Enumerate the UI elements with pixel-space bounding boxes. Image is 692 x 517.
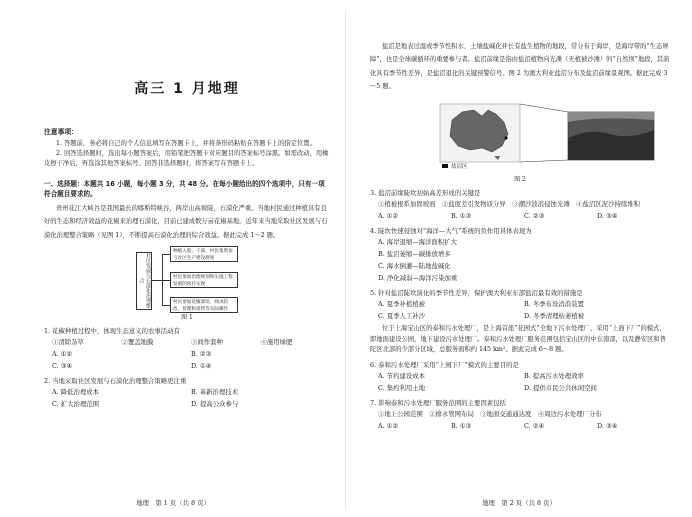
q7-item: ①地上公园范围 <box>378 409 423 418</box>
question-7-stem: 7. 影响泰和污水处理厂服务范围的主要因素包括 <box>370 398 506 407</box>
question-4-stem: 4. 陡坎快速侵蚀对“海洋—大气”系统的负作用具体表现为 <box>370 227 532 236</box>
q3-item: ④盐沼区泥沙持续堆积 <box>576 200 641 209</box>
q7-option-d: D. ③④ <box>597 421 618 430</box>
q1-item: ①清除杂草 <box>52 337 84 346</box>
q3-option-d: D. ③④ <box>597 212 618 221</box>
connector-line <box>152 280 162 281</box>
q6-option-c: C. 集约利用土地 <box>378 383 426 392</box>
passage-3: 位于上海宝山区的泰和污水处理厂，是上海首座“花园式”全地下污水处理厂，采用“上面下厂”的模式，即地面建设公园，地下建设污水处理厂。泰和污水处理厂服务范围包括宝山区的中东南部，以及静安区和普陀区北部的少部分区域，总服务面积约 145 km²。据此完成 6～8 题。 <box>370 325 666 354</box>
q3-item: ②盐度差引发物质分异 <box>441 200 506 209</box>
q7-item: ②排水管网布局 <box>429 409 474 418</box>
q4-option-b: B. 盐沼萎缩—碳排放增多 <box>378 250 451 259</box>
photo-vegetation <box>568 130 654 160</box>
figure-2 <box>370 98 670 174</box>
q6-option-a: A. 节约建设成本 <box>378 371 426 380</box>
figure-1-box-2: 村民参加治理规划和实施工程发展的项目实现 <box>170 272 238 288</box>
question-1-options-row-1 <box>44 348 330 360</box>
notice-item-1: 1. 答题前，务必将自己的个人信息填写在答题卡上，并将条形码粘贴在答题卡上的指定位置。 <box>56 140 316 147</box>
passage-2: 盐沼是地表过湿或季节性积水、土壤盐碱化并长有盐生植物的地段，常分布于海岸，是海岸带的“生态屏障”，也是全球碳循环的重要参与者。盐沼前缘是指由盐沼植物向光滩（无植被沙滩）的“自然坝”地段，其演化具有季节性差异，是盐沼退化的关键预警信号。图 2 为澳大利亚盐沼分布及盐沼前缘景观图。据此完成 3～5 题。 <box>370 43 670 90</box>
question-5-stem: 5. 针对盐沼陡坎演化的季节性差异，保护澳大利亚东部盐沼最有效的措施是 <box>370 289 583 298</box>
q1-option-b: B. ②③ <box>191 349 212 358</box>
passage-1: 贵州花江大峡谷是我国最长的喀斯特峡谷，两岸山高坡陡，石漠化严重。当地村民通过种植具有良好的生态和经济效益的花椒来治理石漠化，目前已建成数万亩花椒基地。近年来当地采取社区发展与石漠化治理整合策略（见图 1），不断提高石漠化治理的综合效益。据此完成 1～2 题。 <box>44 205 328 239</box>
q1-item: ③间作套种 <box>191 337 223 346</box>
zoom-line <box>520 160 568 162</box>
figure-1-flowchart <box>44 246 330 312</box>
connector-line <box>162 254 170 255</box>
question-2-stem: 2. 当地采取社区发展与石漠化治理整合策略更注重 <box>44 376 187 385</box>
question-7-options <box>370 420 670 432</box>
q7-item: ③地面交通通达度 <box>480 409 532 418</box>
question-3-stem: 3. 盐沼前缘陡坎初始高差形成的关键是 <box>370 189 481 198</box>
question-5-options-row-1 <box>370 298 670 310</box>
q2-option-d: D. 提高公众参与 <box>191 399 239 408</box>
connector-line <box>162 305 170 306</box>
page-right <box>346 0 692 517</box>
saltmarsh-marker <box>504 137 507 140</box>
q3-items-row-1 <box>370 198 670 210</box>
q5-option-c: C. 夏季人工补沙 <box>378 312 426 321</box>
page-footer-right: 地理 第 2 页（共 8 页） <box>482 499 556 507</box>
q5-option-a: A. 夏季补植植被 <box>378 300 426 309</box>
q7-option-a: A. ①② <box>378 421 399 430</box>
q7-option-c: C. ②④ <box>524 421 545 430</box>
figure-2-legend-label: 盐沼区 <box>451 164 468 171</box>
q4-option-a: A. 海岸退缩—海洋面积扩大 <box>378 238 457 247</box>
figure-1-center-box: 社区发展与石漠化治理整合 <box>136 252 152 310</box>
question-2-options-row-1 <box>44 386 330 398</box>
figure-2-caption: 图 2 <box>514 176 526 184</box>
q5-option-d: D. 冬季清理枯萎植被 <box>524 312 585 321</box>
page-title: 高三 1 月地理 <box>134 81 240 97</box>
q3-item: ①植被根系加固坡面 <box>378 200 436 209</box>
q3-option-a: A. ①② <box>378 212 399 221</box>
question-1-options-row-2 <box>44 360 330 372</box>
question-5-options-row-2 <box>370 310 670 322</box>
figure-1-caption: 图 1 <box>181 313 193 321</box>
legend-swatch <box>442 164 448 168</box>
q6-option-b: B. 提高污水处理效率 <box>524 371 584 380</box>
notice-title: 注意事项： <box>44 128 78 136</box>
q4-option-c: C. 海水倒灌—陆地盐碱化 <box>378 262 451 271</box>
section-title: 一、选择题：本题共 16 小题，每小题 3 分，共 48 分。在每小题给出的四个选项中，只有一项符合题目要求的。 <box>44 180 325 198</box>
q4-option-d: D. 净化减弱—海洋污染加重 <box>378 274 458 283</box>
question-6-options-row-1 <box>370 370 670 382</box>
figure-1-box-3: 村民参加花椒栽培、病虫防治、管理和销售等实际操作 <box>170 297 238 313</box>
q2-option-b: B. 革新治理技术 <box>191 387 239 396</box>
question-1-items <box>44 336 330 348</box>
question-2-options-row-2 <box>44 398 330 410</box>
question-1-stem: 1. 花椒种植过程中，体现生态意义的农事活动有 <box>44 326 180 335</box>
zoom-line <box>520 104 568 112</box>
question-3-options <box>370 210 670 222</box>
q3-item: ③潮沙波浪侵蚀光滩 <box>512 200 570 209</box>
notice-item-2: 2. 回答选择题时，选出每小题答案后，用铅笔把答题卡对应题目的答案标号涂黑。如需改动，用橡皮擦干净后，再选涂其他答案标号。回答非选择题时，将答案写在答题卡上。 <box>44 150 329 167</box>
q2-option-c: C. 扩大治理范围 <box>52 399 100 408</box>
q7-items-row <box>370 408 670 420</box>
q1-option-d: D. ①④ <box>191 361 212 370</box>
page-footer-left: 地理 第 1 页（共 8 页） <box>136 499 210 507</box>
q1-option-c: C. ③④ <box>52 361 73 370</box>
q1-item: ②覆盖地膜 <box>121 337 154 346</box>
q3-option-c: C. ②③ <box>524 212 545 221</box>
figure-2-image <box>370 98 670 174</box>
q7-item: ④周边污水处理厂分布 <box>537 409 602 418</box>
q5-option-b: B. 冬季布设消浪装置 <box>524 300 584 309</box>
question-6-options-row-2 <box>370 382 670 394</box>
connector-line <box>162 280 170 281</box>
q7-option-b: B. ①③ <box>451 421 472 430</box>
question-6-stem: 6. 泰和污水处理厂采用“上园下厂”模式的主要目的是 <box>370 360 519 369</box>
q6-option-d: D. 提供市民公共休闲空间 <box>524 383 597 392</box>
figure-1-box-1: 种植入股、干部、村民集资参与社区生产建设规划 <box>170 246 238 262</box>
q1-item: ④施用绿肥 <box>260 337 293 346</box>
q1-option-a: A. ①② <box>52 349 73 358</box>
q3-option-b: B. ①③ <box>451 212 472 221</box>
q2-option-a: A. 降低治理成本 <box>52 387 100 396</box>
